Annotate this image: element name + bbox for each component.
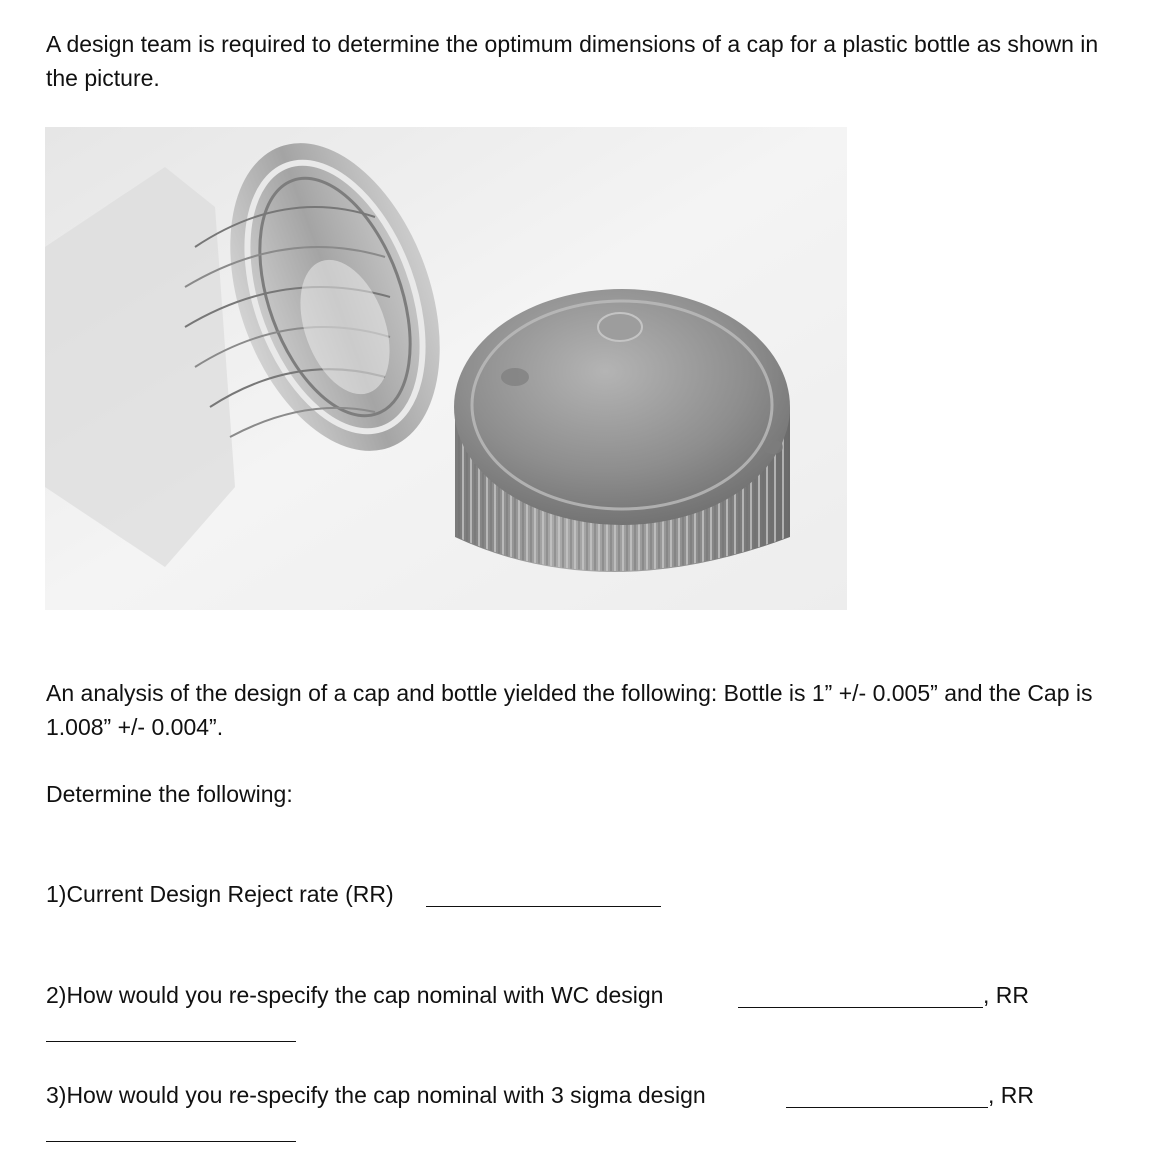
intro-paragraph: A design team is required to determine the optimum dimensions of a cap for a plastic bottle as shown in the picture. <box>46 31 1099 91</box>
question-1: 1)Current Design Reject rate (RR) <box>46 881 394 907</box>
bottle-cap-illustration <box>45 127 847 610</box>
question-3: 3)How would you re-specify the cap nominal with 3 sigma design <box>46 1082 706 1108</box>
analysis-paragraph: An analysis of the design of a cap and bottle yielded the following: Bottle is 1” +/- 0.005” and the Cap is 1.008” +/- 0.004”. <box>46 680 1093 740</box>
question-2-rr-label: , RR <box>983 982 1029 1008</box>
bottle-cap-photo <box>45 127 847 610</box>
question-3-nominal-blank[interactable] <box>786 1107 988 1108</box>
question-3-rr-blank[interactable] <box>46 1141 296 1142</box>
question-1-answer-blank[interactable] <box>426 906 661 907</box>
question-2-nominal-blank[interactable] <box>738 1007 983 1008</box>
determine-heading: Determine the following: <box>46 781 293 807</box>
question-2-rr-blank[interactable] <box>46 1041 296 1042</box>
bottle-cap <box>454 289 790 572</box>
question-3-rr-label: , RR <box>988 1082 1034 1108</box>
question-2: 2)How would you re-specify the cap nominal with WC design <box>46 982 664 1008</box>
